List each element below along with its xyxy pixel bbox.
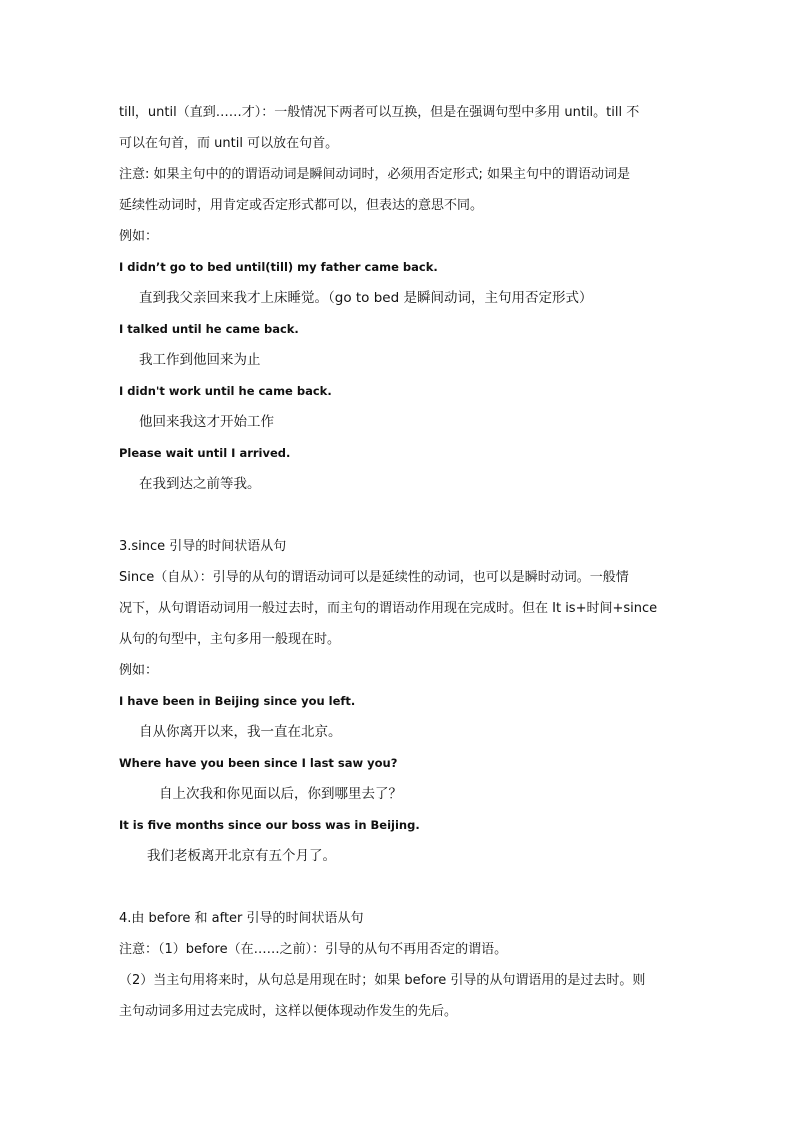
paragraph-gap — [119, 872, 677, 903]
translation-line: 自上次我和你见面以后，你到哪里去了？ — [159, 786, 402, 802]
body-text-line: 主句动词多用过去完成时，这样以便体现动作发生的先后。 — [119, 1004, 458, 1019]
body-text-line: 4.由 before 和 after 引导的时间状语从句 — [119, 911, 364, 926]
example-sentence: I have been in Beijing since you left. — [119, 694, 356, 708]
body-text-line: 可以在句首，而 until 可以放在句首。 — [119, 136, 339, 151]
paragraph-gap — [119, 500, 677, 531]
translation-line: 自从你离开以来，我一直在北京。 — [139, 724, 342, 740]
body-text-line: 3.since 引导的时间状语从句 — [119, 539, 287, 554]
body-text-line: 注意: 如果主句中的的谓语动词是瞬间动词时，必须用否定形式; 如果主句中的谓语动词是 — [119, 167, 631, 182]
body-text-line: 况下，从句谓语动词用一般过去时，而主句的谓语动作用现在完成时。但在 It is+时间+since — [119, 601, 658, 616]
example-sentence: I didn't work until he came back. — [119, 384, 332, 398]
example-sentence: It is five months since our boss was in Beijing. — [119, 818, 420, 832]
body-text-line: 延续性动词时，用肯定或否定形式都可以，但表达的意思不同。 — [119, 198, 484, 213]
body-text-line: 例如： — [119, 229, 159, 244]
translation-line: 直到我父亲回来我才上床睡觉。（go to bed 是瞬间动词，主句用否定形式） — [139, 290, 593, 306]
document-body — [119, 97, 677, 1027]
body-text-line: till，until（直到……才）：一般情况下两者可以互换，但是在强调句型中多用 until。till 不 — [119, 105, 640, 120]
body-text-line: 注意：（1）before（在……之前）：引导的从句不再用否定的谓语。 — [119, 942, 508, 957]
translation-line: 我们老板离开北京有五个月了。 — [147, 848, 336, 864]
translation-line: 我工作到他回来为止 — [139, 352, 261, 368]
example-sentence: Please wait until I arrived. — [119, 446, 291, 460]
body-text-line: Since（自从）：引导的从句的谓语动词可以是延续性的动词，也可以是瞬时动词。一般情 — [119, 570, 629, 585]
body-text-line: （2）当主句用将来时，从句总是用现在时；如果 before 引导的从句谓语用的是过去时。则 — [119, 973, 646, 988]
example-sentence: I talked until he came back. — [119, 322, 299, 336]
translation-line: 他回来我这才开始工作 — [139, 414, 274, 430]
example-sentence: I didn’t go to bed until(till) my father came back. — [119, 260, 438, 274]
body-text-line: 例如： — [119, 663, 159, 678]
example-sentence: Where have you been since I last saw you? — [119, 756, 398, 770]
body-text-line: 从句的句型中，主句多用一般现在时。 — [119, 632, 341, 647]
translation-line: 在我到达之前等我。 — [139, 476, 261, 492]
